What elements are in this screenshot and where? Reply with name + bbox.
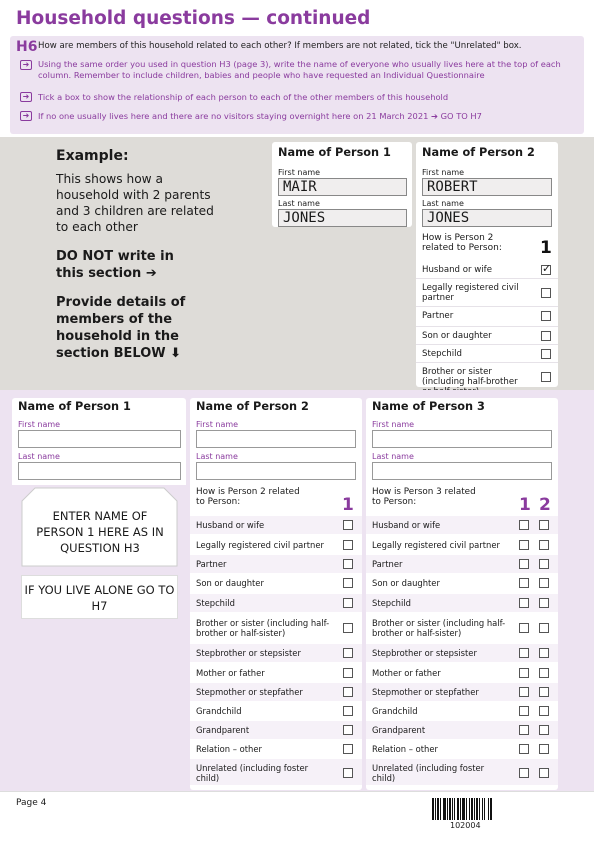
- barcode-bar: [471, 798, 473, 820]
- example-checkbox: [541, 349, 551, 359]
- barcode: [432, 798, 514, 820]
- person-3-to-1-checkbox[interactable]: [519, 648, 529, 658]
- person-3-to-2-checkbox[interactable]: [539, 648, 549, 658]
- relationship-label: Unrelated (including foster child): [372, 763, 485, 783]
- column-number: 1: [342, 495, 354, 515]
- instruction-1: Using the same order you used in question H3 (page 3), write the name of everyone who usually lives here at the top of each column. Remember to include children, babies and people who have requested an Individual Questionnaire: [38, 59, 561, 80]
- instruction-3: If no one usually lives here and there are no visitors staying overnight here on 21 March 2021 ➔ GO TO H7: [38, 111, 482, 121]
- person-3-to-2-checkbox[interactable]: [539, 598, 549, 608]
- column-number: 2: [539, 495, 551, 515]
- person-2-to-1-checkbox[interactable]: [343, 687, 353, 697]
- person-3-last-name-input[interactable]: [372, 462, 552, 480]
- example-checkbox: [541, 288, 551, 298]
- last-name-label: Last name: [372, 452, 414, 461]
- barcode-bar: [437, 798, 439, 820]
- person-2-to-1-checkbox[interactable]: [343, 706, 353, 716]
- last-name-label: Last name: [18, 452, 60, 461]
- person-3-to-1-checkbox[interactable]: [519, 706, 529, 716]
- example-person-2-header: Name of Person 2: [422, 146, 535, 159]
- provide-details-note: Provide details of members of the household in the section BELOW ⬇: [56, 295, 186, 361]
- person-3-to-2-checkbox[interactable]: [539, 623, 549, 633]
- how-related-label: How is Person 2 related to Person:: [196, 487, 300, 507]
- relationship-label: Brother or sister (including half-brother or half-sister): [372, 618, 506, 638]
- person-3-to-1-checkbox[interactable]: [519, 668, 529, 678]
- live-alone-note: IF YOU LIVE ALONE GO TO H7: [21, 575, 178, 619]
- relationship-label: Grandparent: [196, 725, 250, 735]
- barcode-bar: [469, 798, 470, 820]
- example-relationship-option: Husband or wife: [422, 265, 492, 275]
- barcode-bar: [466, 798, 467, 820]
- column-number: 1: [540, 238, 552, 258]
- column-number: 1: [519, 495, 531, 515]
- person-3-to-1-checkbox[interactable]: [519, 540, 529, 550]
- how-related-label: How is Person 2 related to Person:: [422, 233, 502, 253]
- example-checkbox: [541, 262, 552, 275]
- barcode-bar: [474, 798, 475, 820]
- example-checkbox: [541, 331, 551, 341]
- person-3-to-2-checkbox[interactable]: [539, 725, 549, 735]
- example-person-1-header: Name of Person 1: [278, 146, 391, 159]
- person-3-to-1-checkbox[interactable]: [519, 768, 529, 778]
- person-2-to-1-checkbox[interactable]: [343, 578, 353, 588]
- question-code: H6: [16, 39, 38, 55]
- person-3-to-1-checkbox[interactable]: [519, 559, 529, 569]
- example-person-2-first-name: ROBERT: [422, 178, 552, 196]
- relationship-label: Son or daughter: [372, 578, 440, 588]
- example-relationship-option: Stepchild: [422, 349, 462, 359]
- relationship-label: Grandchild: [372, 706, 418, 716]
- barcode-bar: [457, 798, 459, 820]
- relationship-label: Partner: [196, 559, 227, 569]
- barcode-bar: [452, 798, 453, 820]
- divider: [416, 326, 558, 327]
- arrow-icon: ➜: [20, 92, 32, 102]
- person-2-to-1-checkbox[interactable]: [343, 598, 353, 608]
- barcode-bar: [440, 798, 441, 820]
- relationship-label: Son or daughter: [196, 578, 264, 588]
- person-3-to-1-checkbox[interactable]: [519, 598, 529, 608]
- relationship-label: Legally registered civil partner: [196, 540, 324, 550]
- relationship-label: Brother or sister (including half-brother or half-sister): [196, 618, 330, 638]
- example-relationship-option: Partner: [422, 311, 454, 321]
- person-3-to-2-checkbox[interactable]: [539, 706, 549, 716]
- person-1-header: Name of Person 1: [18, 400, 131, 413]
- footer-divider: [0, 791, 594, 792]
- instruction-2: Tick a box to show the relationship of each person to each of the other members of this household: [38, 92, 449, 102]
- barcode-bar: [484, 798, 485, 820]
- relationship-label: Unrelated (including foster child): [196, 763, 309, 783]
- relationship-label: Stepmother or stepfather: [372, 687, 479, 697]
- example-heading: Example:: [56, 148, 129, 164]
- person-3-to-1-checkbox[interactable]: [519, 520, 529, 530]
- person-2-first-name-input[interactable]: [196, 430, 356, 448]
- relationship-label: Husband or wife: [372, 520, 441, 530]
- example-relationship-option: Brother or sister (including half-brother: [422, 367, 518, 387]
- person-3-to-2-checkbox[interactable]: [539, 559, 549, 569]
- person-3-header: Name of Person 3: [372, 400, 485, 413]
- example-section: [0, 137, 594, 390]
- question-text: How are members of this household related to each other? If members are not related, tick the "Unrelated" box.: [38, 41, 522, 51]
- first-name-label: First name: [422, 168, 465, 177]
- relationship-label: Grandparent: [372, 725, 426, 735]
- barcode-bar: [490, 798, 492, 820]
- person-2-to-1-checkbox[interactable]: [343, 668, 353, 678]
- divider: [416, 344, 558, 345]
- person-2-to-1-checkbox[interactable]: [343, 520, 353, 530]
- relationship-label: Legally registered civil partner: [372, 540, 500, 550]
- person-3-to-2-checkbox[interactable]: [539, 744, 549, 754]
- example-checkbox: [541, 311, 551, 321]
- relationship-label: Stepchild: [196, 598, 235, 608]
- relationship-label: Stepbrother or stepsister: [372, 648, 477, 658]
- person-3-to-2-checkbox[interactable]: [539, 520, 549, 530]
- example-checkbox: [541, 372, 551, 382]
- barcode-bar: [476, 798, 478, 820]
- person-3-to-1-checkbox[interactable]: [519, 687, 529, 697]
- example-person-1-card: [272, 142, 412, 227]
- page-title: Household questions — continued: [16, 8, 371, 29]
- last-name-label: Last name: [422, 199, 464, 208]
- divider: [416, 278, 558, 279]
- relationship-label: Stepbrother or stepsister: [196, 648, 301, 658]
- barcode-bar: [447, 798, 448, 820]
- barcode-bar: [432, 798, 434, 820]
- example-person-1-first-name: MAIR: [278, 178, 407, 196]
- first-name-label: First name: [196, 420, 239, 429]
- barcode-bar: [443, 798, 446, 820]
- divider: [416, 306, 558, 307]
- first-name-label: First name: [372, 420, 415, 429]
- how-related-label: How is Person 3 related to Person:: [372, 487, 476, 507]
- person-3-to-1-checkbox[interactable]: [519, 725, 529, 735]
- person-3-to-1-checkbox[interactable]: [519, 744, 529, 754]
- first-name-label: First name: [18, 420, 61, 429]
- person-2-to-1-checkbox[interactable]: [343, 648, 353, 658]
- relationship-label: Stepmother or stepfather: [196, 687, 303, 697]
- person-2-last-name-input[interactable]: [196, 462, 356, 480]
- example-relationship-option: Son or daughter: [422, 331, 492, 341]
- person-2-to-1-checkbox[interactable]: [343, 744, 353, 754]
- person-2-to-1-checkbox[interactable]: [343, 725, 353, 735]
- barcode-number: 102004: [450, 821, 481, 830]
- barcode-bar: [462, 798, 465, 820]
- do-not-write-note: DO NOT write in this section ➔: [56, 249, 174, 281]
- relationship-label: Stepchild: [372, 598, 411, 608]
- arrow-icon: ➜: [20, 60, 32, 70]
- person-1-first-name-input[interactable]: [18, 430, 181, 448]
- enter-name-note: ENTER NAME OF PERSON 1 HERE AS IN QUESTION H3: [36, 509, 164, 555]
- divider: [416, 362, 558, 363]
- person-3-to-2-checkbox[interactable]: [539, 768, 549, 778]
- person-1-last-name-input[interactable]: [18, 462, 181, 480]
- relationship-label: Partner: [372, 559, 403, 569]
- person-2-to-1-checkbox[interactable]: [343, 559, 353, 569]
- relationship-label: Relation – other: [196, 744, 262, 754]
- page-number: Page 4: [16, 798, 47, 808]
- first-name-label: First name: [278, 168, 321, 177]
- arrow-icon: ➜: [20, 111, 32, 121]
- relationship-label: Relation – other: [372, 744, 438, 754]
- relationship-label: Mother or father: [196, 668, 265, 678]
- barcode-bar: [460, 798, 461, 820]
- relationship-label: Grandchild: [196, 706, 242, 716]
- relationship-label: Husband or wife: [196, 520, 265, 530]
- person-3-to-1-checkbox[interactable]: [519, 623, 529, 633]
- relationship-label: Mother or father: [372, 668, 441, 678]
- person-3-to-2-checkbox[interactable]: [539, 540, 549, 550]
- example-person-2-last-name: JONES: [422, 209, 552, 227]
- barcode-bar: [449, 798, 451, 820]
- last-name-label: Last name: [278, 199, 320, 208]
- example-description: This shows how a household with 2 parents and 3 children are related to each other: [56, 172, 214, 234]
- person-2-to-1-checkbox[interactable]: [343, 540, 353, 550]
- person-3-to-2-checkbox[interactable]: [539, 578, 549, 588]
- barcode-bar: [479, 798, 480, 820]
- checkmark-icon: ✓: [542, 262, 552, 275]
- barcode-bar: [454, 798, 455, 820]
- person-3-to-1-checkbox[interactable]: [519, 578, 529, 588]
- person-3-to-2-checkbox[interactable]: [539, 668, 549, 678]
- person-2-to-1-checkbox[interactable]: [343, 768, 353, 778]
- person-2-to-1-checkbox[interactable]: [343, 623, 353, 633]
- person-3-first-name-input[interactable]: [372, 430, 552, 448]
- barcode-bar: [482, 798, 483, 820]
- barcode-bar: [488, 798, 489, 820]
- person-3-to-2-checkbox[interactable]: [539, 687, 549, 697]
- person-2-header: Name of Person 2: [196, 400, 309, 413]
- example-relationship-option: Legally registered civil partner: [422, 283, 519, 303]
- barcode-bar: [435, 798, 436, 820]
- example-person-1-last-name: JONES: [278, 209, 407, 227]
- example-person-2-card: [416, 142, 558, 387]
- last-name-label: Last name: [196, 452, 238, 461]
